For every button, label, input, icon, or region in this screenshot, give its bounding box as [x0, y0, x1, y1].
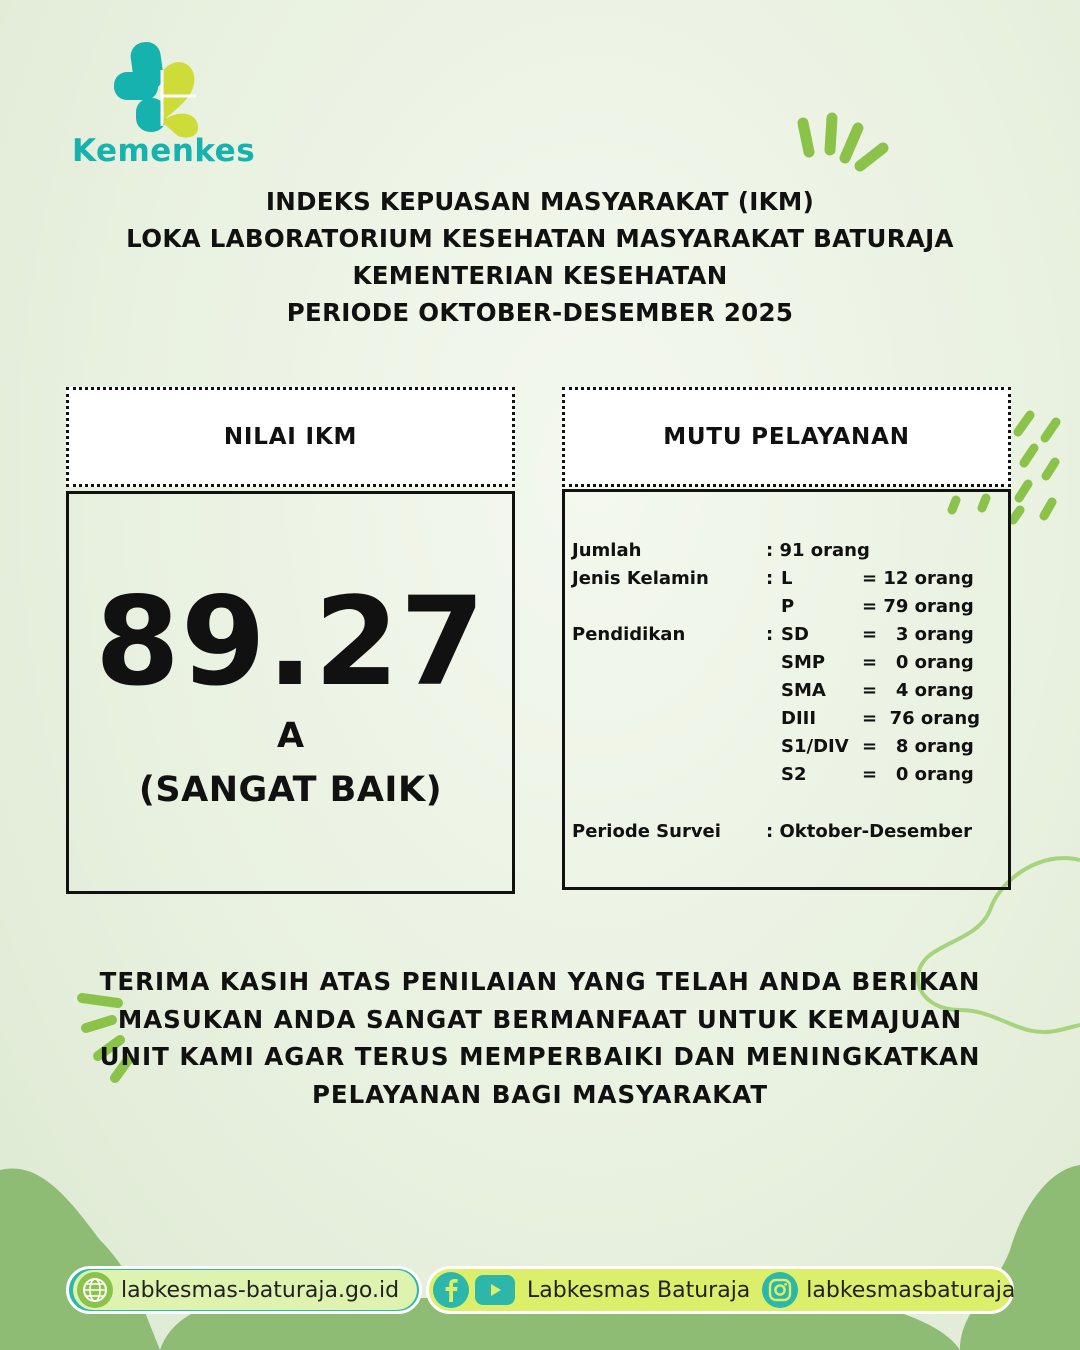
stat-value-jumlah: : 91 orang — [766, 540, 870, 561]
stat-value-p: = 79 orang — [862, 596, 974, 617]
website-pill[interactable] — [66, 1266, 422, 1314]
thanks-line-1: TERIMA KASIH ATAS PENILAIAN YANG TELAH ANDA BERIKAN — [99, 967, 981, 996]
stat-key-sd: SD — [781, 624, 809, 645]
ikm-value: 89.27 — [95, 571, 486, 713]
stat-key-s1-div: S1/DIV — [781, 736, 849, 757]
stat-label-periode: Periode Survei — [572, 821, 721, 842]
thanks-line-3: UNIT KAMI AGAR TERUS MEMPERBAIKI DAN MENINGKATKAN — [99, 1042, 981, 1071]
stat-key-l: L — [781, 568, 793, 589]
thanks-line-2: MASUKAN ANDA SANGAT BERMANFAAT UNTUK KEMAJUAN — [117, 1004, 963, 1034]
nilai-ikm-header-label: NILAI IKM — [223, 424, 358, 450]
globe-icon — [77, 1272, 113, 1308]
website-link[interactable]: labkesmas-baturaja.go.id — [121, 1277, 400, 1303]
facebook-icon[interactable] — [433, 1272, 469, 1308]
heading-line-3: KEMENTERIAN KESEHATAN — [352, 261, 728, 290]
website-pill-inner[interactable] — [73, 1270, 417, 1310]
stat-key-diii: DIII — [781, 708, 817, 729]
thank-you-message — [40, 963, 1040, 1113]
stat-value-smp: = 0 orang — [862, 652, 974, 673]
thanks-line-4: PELAYANAN BAGI MASYARAKAT — [311, 1079, 769, 1109]
stat-label-jenis-kelamin: Jenis Kelamin — [572, 568, 709, 589]
stat-key-smp: SMP — [781, 652, 826, 673]
nilai-ikm-header — [66, 387, 515, 487]
stat-value-diii: = 76 orang — [862, 708, 981, 729]
heading-line-1: INDEKS KEPUASAN MASYARAKAT (IKM) — [265, 187, 815, 216]
stat-prefix: : — [766, 568, 774, 589]
instagram-icon[interactable] — [762, 1272, 798, 1308]
social-pill[interactable] — [426, 1266, 1014, 1314]
social-name[interactable]: Labkesmas Baturaja — [527, 1277, 751, 1303]
stat-label-pendidikan: Pendidikan — [572, 624, 686, 645]
stat-key-sma: SMA — [781, 680, 826, 701]
stat-value-l: = 12 orang — [862, 568, 974, 589]
heading-line-2: LOKA LABORATORIUM KESEHATAN MASYARAKAT BATURAJA — [126, 224, 954, 253]
instagram-handle[interactable]: labkesmasbaturaja — [806, 1277, 1016, 1303]
mutu-pelayanan-header-label: MUTU PELAYANAN — [663, 424, 910, 450]
stat-key-p: P — [781, 596, 795, 617]
mutu-pelayanan-header — [562, 387, 1011, 487]
page-heading — [40, 183, 1040, 331]
youtube-icon[interactable] — [475, 1275, 515, 1305]
stat-label-jumlah: Jumlah — [572, 540, 642, 561]
stat-value-sd: = 3 orang — [862, 624, 974, 645]
stat-key-s2: S2 — [781, 764, 807, 785]
heading-line-4: PERIODE OKTOBER-DESEMBER 2025 — [286, 298, 794, 327]
ikm-category: (SANGAT BAIK) — [138, 770, 443, 810]
stat-prefix: : — [766, 624, 774, 645]
ikm-grade: A — [276, 716, 305, 756]
stat-value-s2: = 0 orang — [862, 764, 974, 785]
stat-value-s1-div: = 8 orang — [862, 736, 974, 757]
stat-value-sma: = 4 orang — [862, 680, 974, 701]
logo-text: Kemenkes — [72, 133, 256, 169]
stat-value-periode: : Oktober-Desember — [766, 821, 972, 842]
